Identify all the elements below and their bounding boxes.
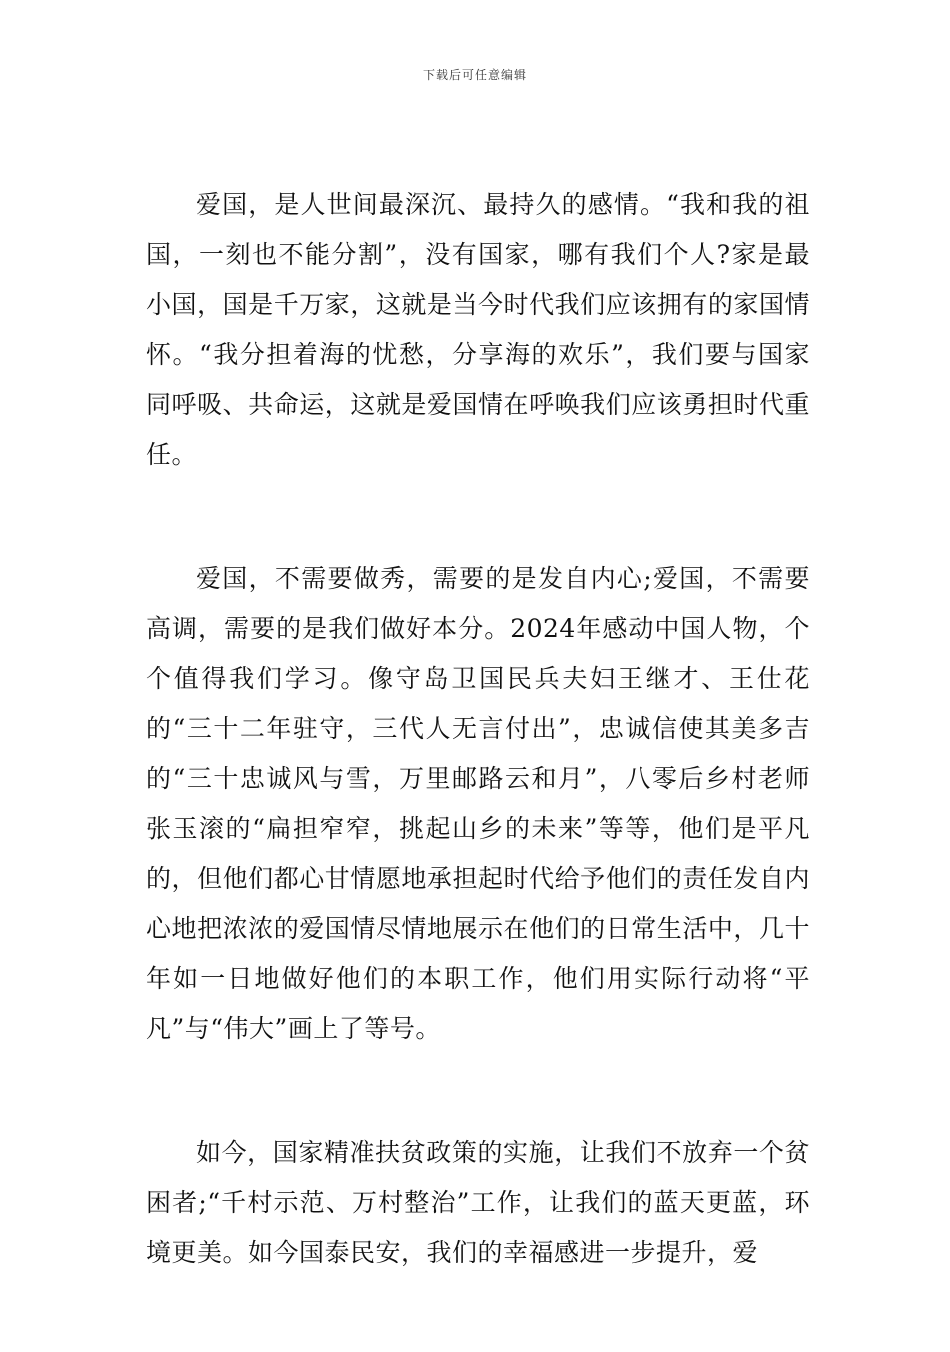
paragraph-3: 如今，国家精准扶贫政策的实施，让我们不放弃一个贫困者;“千村示范、万村整治”工作，让我们的蓝天更蓝，环境更美。如今国泰民安，我们的幸福感进一步提升，爱 (146, 1138, 810, 1267)
paragraph-1: 爱国，是人世间最深沉、最持久的感情。“我和我的祖国，一刻也不能分割”，没有国家，哪有我们个人?家是最小国，国是千万家，这就是当今时代我们应该拥有的家国情怀。“我分担着海的忧愁，分享海的欢乐”，我们要与国家同呼吸、共命运，这就是爱国情在呼唤我们应该勇担时代重任。 (146, 190, 810, 469)
paragraph-2: 爱国，不需要做秀，需要的是发自内心;爱国，不需要高调，需要的是我们做好本分。2024年感动中国人物，个个值得我们学习。像守岛卫国民兵夫妇王继才、王仕花的“三十二年驻守，三代人无言付出”，忠诚信使其美多吉的“三十忠诚风与雪，万里邮路云和月”，八零后乡村老师张玉滚的“扁担窄窄，挑起山乡的未来”等等，他们是平凡的，但他们都心甘情愿地承担起时代给予他们的责任发自内心地把浓浓的爱国情尽情地展示在他们的日常生活中，几十年如一日地做好他们的本职工作，他们用实际行动将“平凡”与“伟大”画上了等号。 (146, 564, 810, 1043)
document-body (146, 180, 810, 1352)
header-note: 下载后可任意编辑 (422, 68, 527, 82)
